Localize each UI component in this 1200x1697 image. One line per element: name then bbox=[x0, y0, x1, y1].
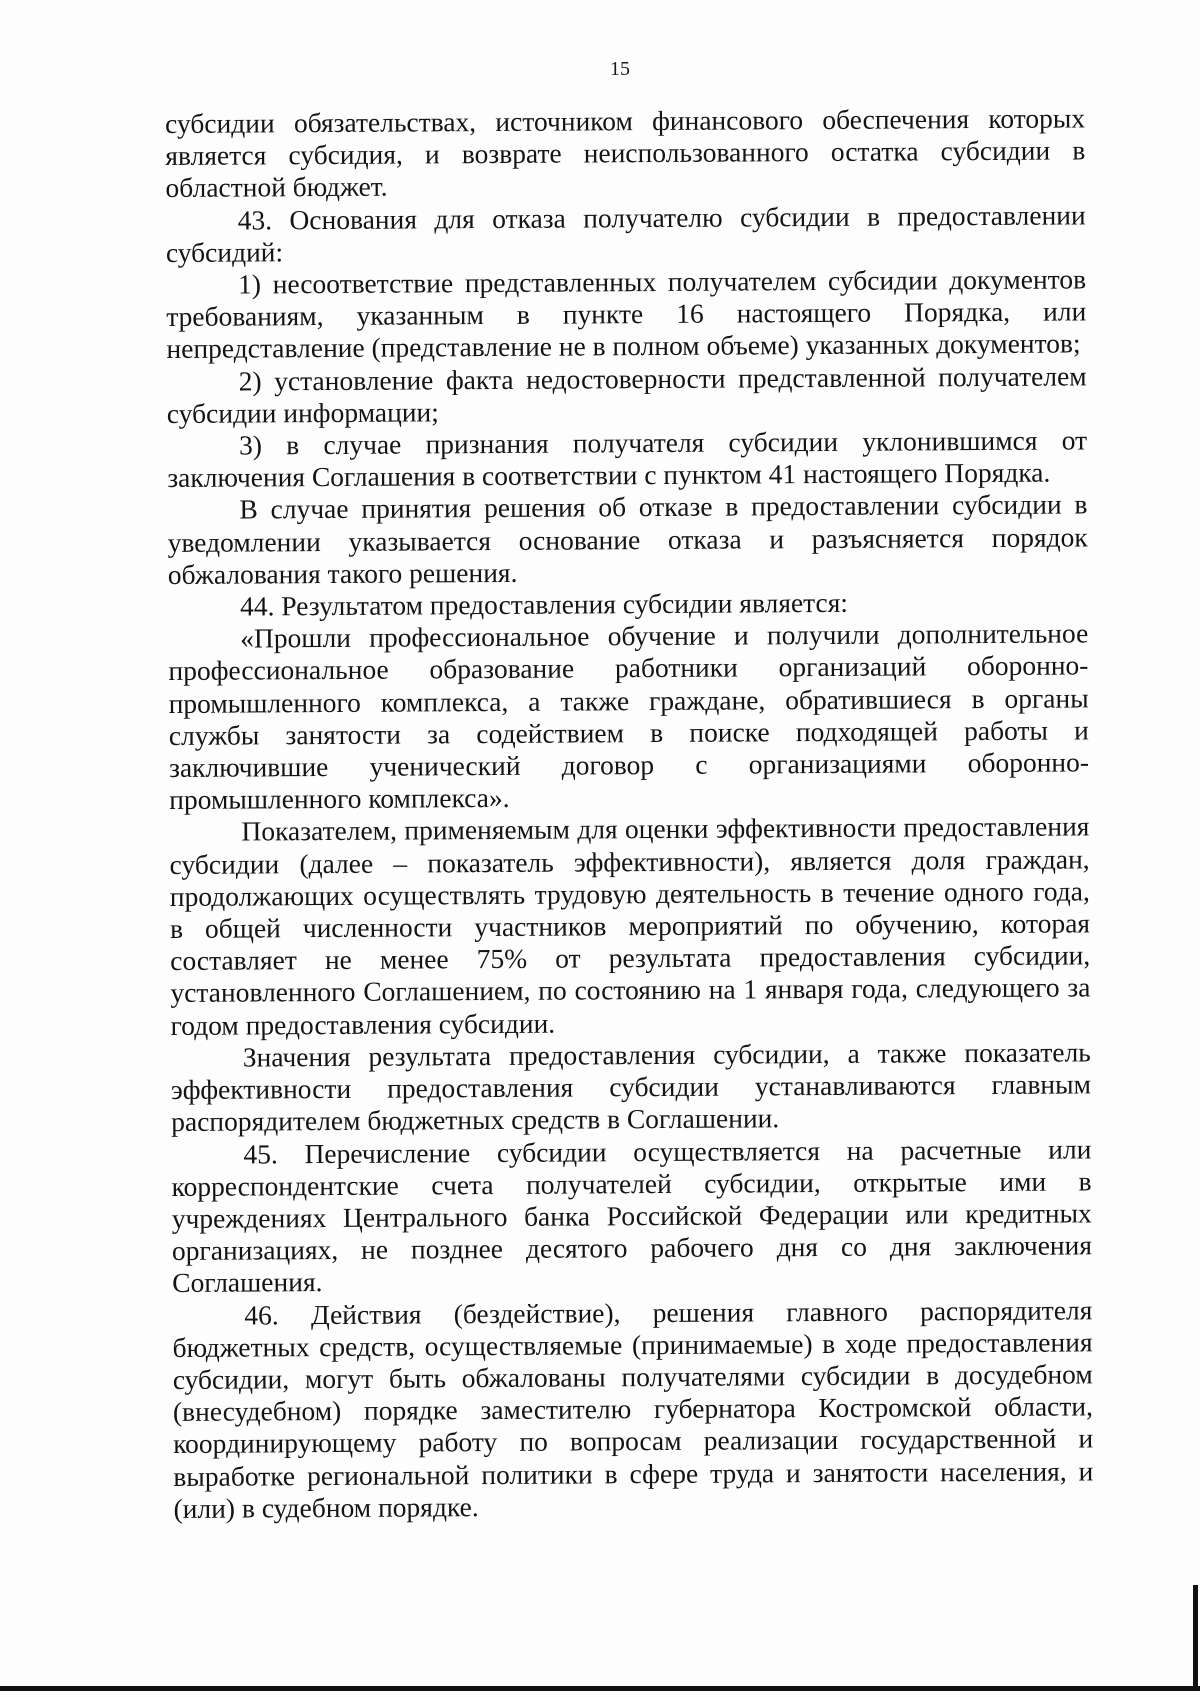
paragraph-item-43-2: 2) установление факта недостоверности представленной получателем субсидии информации; bbox=[166, 360, 1087, 429]
paragraph-result-values: Значения результата предоставления субсидии, а также показатель эффективности предоставления субсидии устанавливаются главным распорядителем бюджетных средств в Соглашении. bbox=[170, 1036, 1092, 1138]
paragraph-item-43-3: 3) в случае признания получателя субсидии уклонившимся от заключения Соглашения в соответствии с пунктом 41 настоящего Порядка. bbox=[167, 424, 1088, 494]
paragraph-item-46: 46. Действия (бездействие), решения главного распорядителя бюджетных средств, осуществляемые (принимаемые) в ходе предоставления субсидии, могут быть обжалованы получателями субсидии в досудебном (внесудебном) порядке заместителю губернатора Костромской области, координирующему работу по вопросам реализации государственной и выработке региональной политики в сфере труда и занятости населения, и (или) в судебном порядке. bbox=[172, 1293, 1094, 1524]
paragraph-item-43: 43. Основания для отказа получателю субсидии в предоставлении субсидий: bbox=[165, 198, 1086, 268]
paragraph-result-quote: «Прошли профессиональное обучение и получили дополнительное профессиональное образование работники организаций оборонно-промышленного комплекса, а также граждане, обратившиеся в органы службы занятости за содействием в поиске подходящей работы и заключившие ученический договор с организациями оборонно-промышленного комплекса». bbox=[168, 617, 1090, 816]
paragraph-refusal-notice: В случае принятия решения об отказе в предоставлении субсидии в уведомлении указывается основание отказа и разъясняется порядок обжалования такого решения. bbox=[167, 488, 1088, 590]
body-text bbox=[165, 102, 1094, 1525]
paragraph-item-45: 45. Перечисление субсидии осуществляется на расчетные или корреспондентские счета получателей субсидии, открытые ими в учреждениях Центрального банка Российской Федерации или кредитных организациях, не позднее десятого рабочего дня со дня заключения Соглашения. bbox=[171, 1132, 1093, 1299]
page-number: 15 bbox=[610, 58, 630, 80]
scan-bottom-border bbox=[0, 1686, 1200, 1691]
paragraph-item-43-1: 1) несоответствие представленных получателем субсидии документов требованиям, указанным в пункте 16 настоящего Порядка, или непредставление (представление не в полном объеме) указанных документов; bbox=[166, 263, 1087, 365]
scan-right-border bbox=[1193, 1585, 1198, 1691]
paragraph-continuation: субсидии обязательствах, источником финансового обеспечения которых является субсидия, и возврате неиспользованного остатка субсидии в областной бюджет. bbox=[165, 102, 1086, 204]
paragraph-efficiency-indicator: Показателем, применяемым для оценки эффективности предоставления субсидии (далее – показатель эффективности), является доля граждан, продолжающих осуществлять трудовую деятельность в течение одного года, в общей численности участников мероприятий по обучению, которая составляет не менее 75% от результата предоставления субсидии, установленного Соглашением, по состоянию на 1 января года, следующего за годом предоставления субсидии. bbox=[169, 810, 1091, 1041]
paragraph-item-44: 44. Результатом предоставления субсидии является: bbox=[239, 586, 849, 622]
